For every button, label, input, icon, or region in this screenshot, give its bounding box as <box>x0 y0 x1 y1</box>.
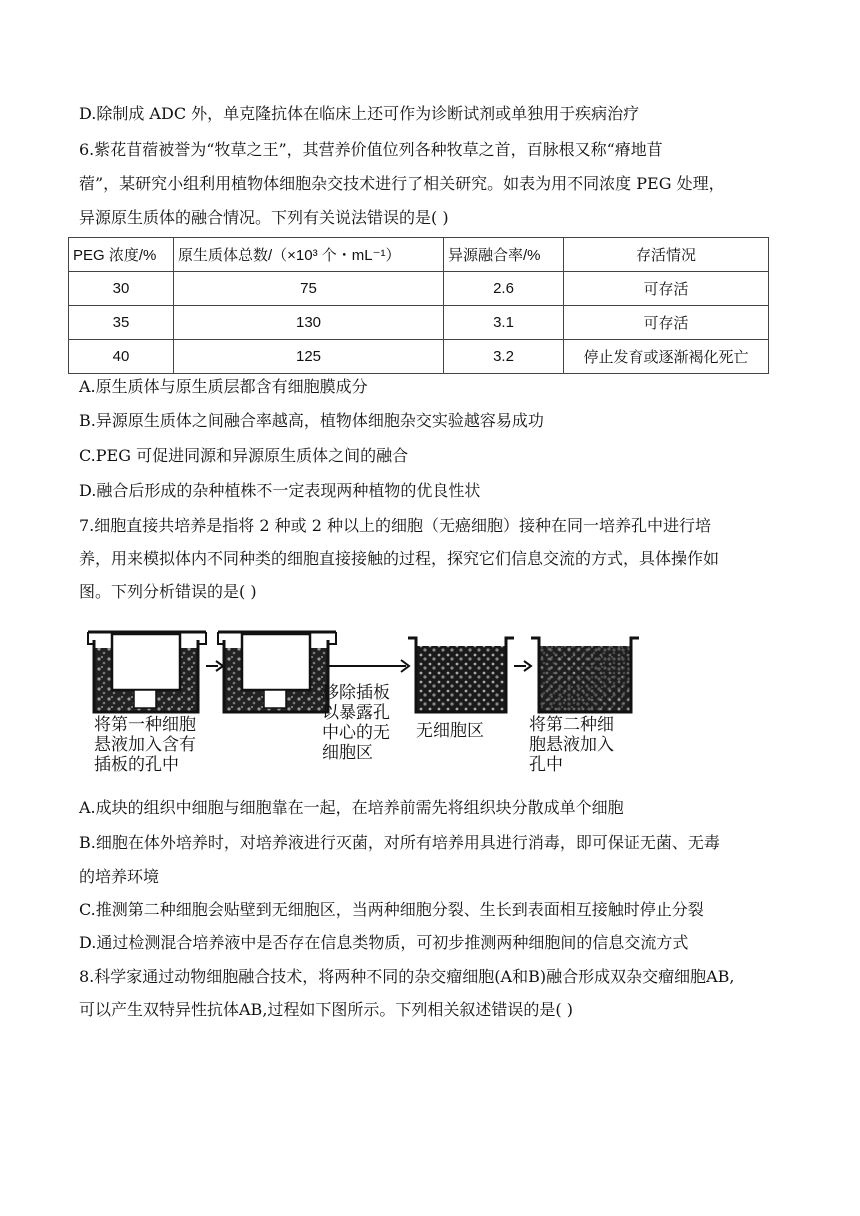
figure-label: 无细胞区 <box>416 721 484 741</box>
q7-stem-line3: 图。下列分析错误的是( ) <box>79 582 257 601</box>
well-with-insert-1 <box>88 632 206 712</box>
figure-label: 中心的无 <box>322 723 390 743</box>
table-cell: 可存活 <box>564 272 769 306</box>
table-header-total: 原生质体总数/（×10³ 个・mL⁻¹） <box>174 238 444 272</box>
q7-option-b-line2: 的培养环境 <box>79 867 160 886</box>
arrow-icon <box>514 661 531 671</box>
figure-label: 细胞区 <box>322 743 373 763</box>
table-cell: 可存活 <box>564 306 769 340</box>
q8-stem-line2: 可以产生双特异性抗体AB,过程如下图所示。下列相关叙述错误的是( ) <box>79 1000 573 1019</box>
table-cell: 40 <box>69 340 174 374</box>
arrow-icon <box>326 660 409 672</box>
table-cell: 75 <box>174 272 444 306</box>
q6-option-c: C.PEG 可促进同源和异源原生质体之间的融合 <box>79 446 409 465</box>
table-header-rate: 异源融合率/% <box>444 238 564 272</box>
table-cell: 30 <box>69 272 174 306</box>
q6-option-a: A.原生质体与原生质层都含有细胞膜成分 <box>79 377 368 396</box>
table-cell: 130 <box>174 306 444 340</box>
figure-label: 将第一种细胞 <box>94 715 196 735</box>
figure-label: 插板的孔中 <box>94 755 179 775</box>
q7-option-a: A.成块的组织中细胞与细胞靠在一起，在培养前需先将组织块分散成单个细胞 <box>79 798 624 817</box>
well-with-insert-2 <box>218 632 336 712</box>
q7-option-d: D.通过检测混合培养液中是否存在信息类物质，可初步推测两种细胞间的信息交流方式 <box>79 933 689 952</box>
table-row <box>69 340 769 374</box>
figure-label: 将第二种细 <box>529 715 614 735</box>
q5-option-d: D.除制成 ADC 外，单克隆抗体在临床上还可作为诊断试剂或单独用于疾病治疗 <box>79 104 640 123</box>
table-cell: 2.6 <box>444 272 564 306</box>
table-cell: 3.1 <box>444 306 564 340</box>
figure-label: 孔中 <box>529 755 563 775</box>
table-row <box>69 272 769 306</box>
table-cell: 3.2 <box>444 340 564 374</box>
table-header-row <box>69 238 769 272</box>
table-cell: 125 <box>174 340 444 374</box>
figure-label: 以暴露孔 <box>322 703 390 723</box>
q7-stem-line2: 养，用来模拟体内不同种类的细胞直接接触的过程，探究它们信息交流的方式，具体操作如 <box>79 549 720 568</box>
table-cell: 35 <box>69 306 174 340</box>
q8-stem-line1: 8.科学家通过动物细胞融合技术，将两种不同的杂交瘤细胞(A和B)融合形成双杂交瘤细胞AB, <box>79 967 735 986</box>
q6-option-d: D.融合后形成的杂种植株不一定表现两种植物的优良性状 <box>79 481 481 500</box>
figure-label: 胞悬液加入 <box>529 735 614 755</box>
well-second-cells <box>531 638 639 712</box>
table-header-survival: 存活情况 <box>564 238 769 272</box>
peg-fusion-table <box>68 237 769 374</box>
q7-option-b-line1: B.细胞在体外培养时，对培养液进行灭菌，对所有培养用具进行消毒，即可保证无菌、无毒 <box>79 833 720 852</box>
well-cell-free-zone <box>408 638 514 712</box>
q6-stem-line3: 异源原生质体的融合情况。下列有关说法错误的是( ) <box>79 208 449 227</box>
q7-option-c: C.推测第二种细胞会贴壁到无细胞区，当两种细胞分裂、生长到表面相互接触时停止分裂 <box>79 900 704 919</box>
figure-label: 移除插板 <box>322 683 390 703</box>
table-row <box>69 306 769 340</box>
table-header-peg: PEG 浓度/% <box>69 238 174 272</box>
figure-label: 悬液加入含有 <box>94 735 196 755</box>
table-cell: 停止发育或逐渐褐化死亡 <box>564 340 769 374</box>
q6-stem-line2: 蓿”，某研究小组利用植物体细胞杂交技术进行了相关研究。如表为用不同浓度 PEG 处理， <box>79 174 725 193</box>
q6-stem-line1: 6.紫花苜蓿被誉为“牧草之王”，其营养价值位列各种牧草之首，百脉根又称“瘠地苜 <box>79 140 663 159</box>
q7-stem-line1: 7.细胞直接共培养是指将 2 种或 2 种以上的细胞（无癌细胞）接种在同一培养孔中进行培 <box>79 516 711 535</box>
q6-option-b: B.异源原生质体之间融合率越高，植物体细胞杂交实验越容易成功 <box>79 411 544 430</box>
coculture-procedure-figure <box>86 626 646 782</box>
arrow-icon <box>206 661 223 671</box>
